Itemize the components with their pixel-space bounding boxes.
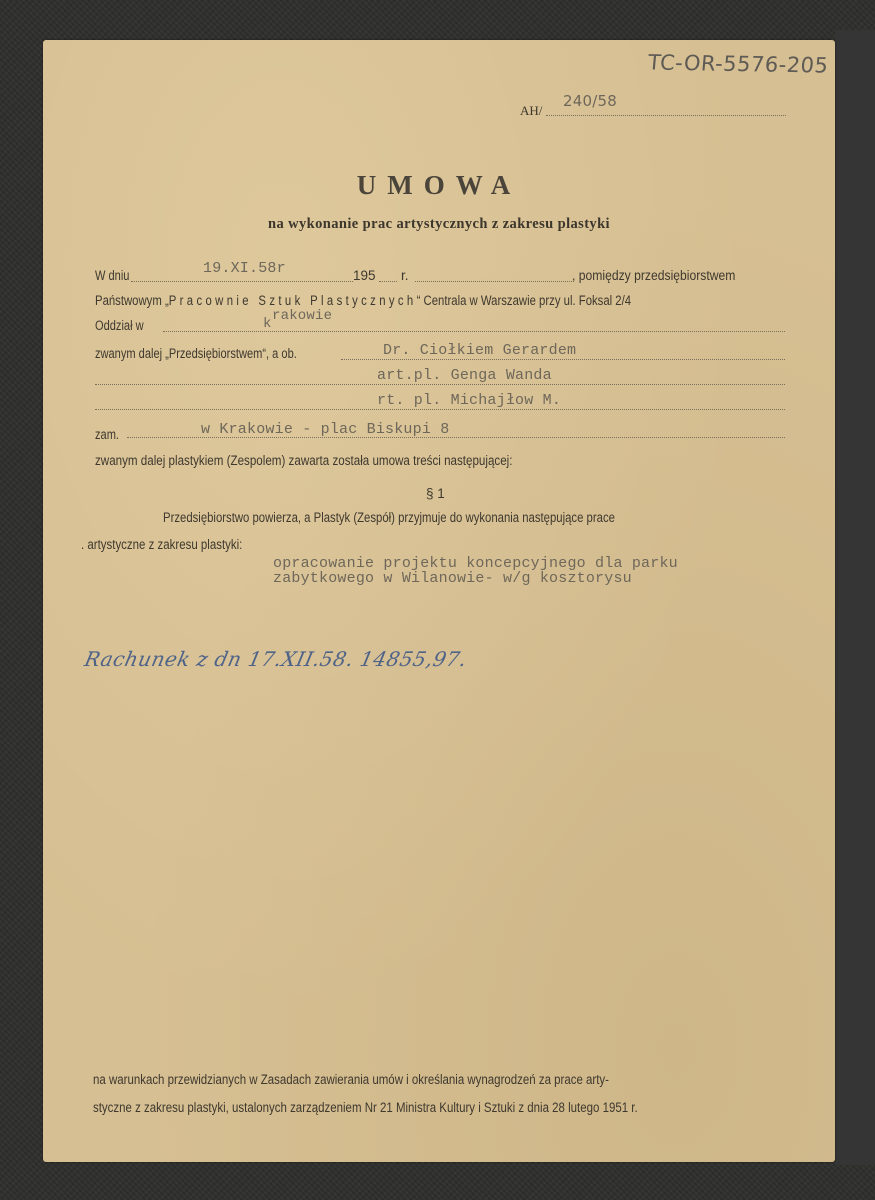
branch-dotted-line: [163, 331, 785, 332]
line1-prefix: W dniu: [95, 268, 130, 283]
section1-line2: . artystyczne z zakresu plastyki:: [81, 537, 243, 552]
right-edge-band: [835, 30, 875, 1165]
party2-typed: art.pl. Genga Wanda: [377, 367, 552, 384]
work-typed-line1: opracowanie projektu koncepcyjnego dla parku: [273, 555, 678, 572]
footer-line2: styczne z zakresu plastyki, ustalonych zarządzeniem Nr 21 Ministra Kultury i Sztuki z dnia 28 lutego 1951 r.: [93, 1100, 638, 1115]
party1-typed: Dr. Ciołkiem Gerardem: [383, 342, 577, 359]
year-prefix: 195: [353, 268, 376, 283]
section-mark: § 1: [426, 486, 445, 501]
line3-prefix: Oddział w: [95, 318, 144, 333]
party3-dotted-line: [95, 409, 785, 410]
line1-dotted-fill: [415, 281, 572, 282]
contract-page: [43, 40, 835, 1162]
line5-prefix: zam.: [95, 427, 119, 442]
party3-typed: rt. pl. Michajłow M.: [377, 392, 562, 409]
archive-reference: TC-OR-5576-205: [646, 50, 830, 78]
ah-number: 240/58: [563, 92, 617, 110]
document-title: UMOWA: [356, 170, 522, 200]
party2-dotted-line: [95, 384, 785, 385]
section1-line1: Przedsiębiorstwo powierza, a Plastyk (Zespół) przyjmuje do wykonania następujące prace: [163, 510, 615, 525]
date-typed: 19.XI.58r: [203, 260, 286, 277]
year-dotted-line: [379, 281, 397, 282]
line1-suffix: , pomiędzy przedsiębiorstwem: [572, 268, 736, 283]
line2: Państwowym „Pracownie Sztuk Plastycznych“ Centrala w Warszawie przy ul. Foksal 2/4: [95, 293, 632, 308]
work-typed-line2: zabytkowego w Wilanowie- w/g kosztorysu: [273, 570, 632, 587]
date-dotted-line: [131, 281, 353, 282]
branch-typed-initial: k: [263, 316, 272, 332]
line4-prefix: zwanym dalej „Przedsiębiorstwem“, a ob.: [95, 346, 297, 361]
party1-dotted-line: [341, 359, 785, 360]
year-suffix: r.: [401, 268, 409, 283]
document-subtitle: na wykonanie prac artystycznych z zakresu plastyki: [268, 216, 610, 232]
address-typed: w Krakowie - plac Biskupi 8: [201, 421, 450, 438]
company-name: Pracownie Sztuk Plastycznych: [168, 293, 417, 308]
branch-typed: rakowie: [272, 308, 333, 324]
handwritten-invoice-note: Rachunek z dn 17.XII.58. 14855,97.: [82, 647, 470, 671]
ah-dotted-line: [546, 115, 786, 116]
footer-line1: na warunkach przewidzianych w Zasadach zawierania umów i określania wynagrodzeń za prace arty-: [93, 1072, 609, 1087]
ah-label: AH/: [520, 103, 543, 118]
line6: zwanym dalej plastykiem (Zespolem) zawarta została umowa treści następującej:: [95, 453, 513, 468]
